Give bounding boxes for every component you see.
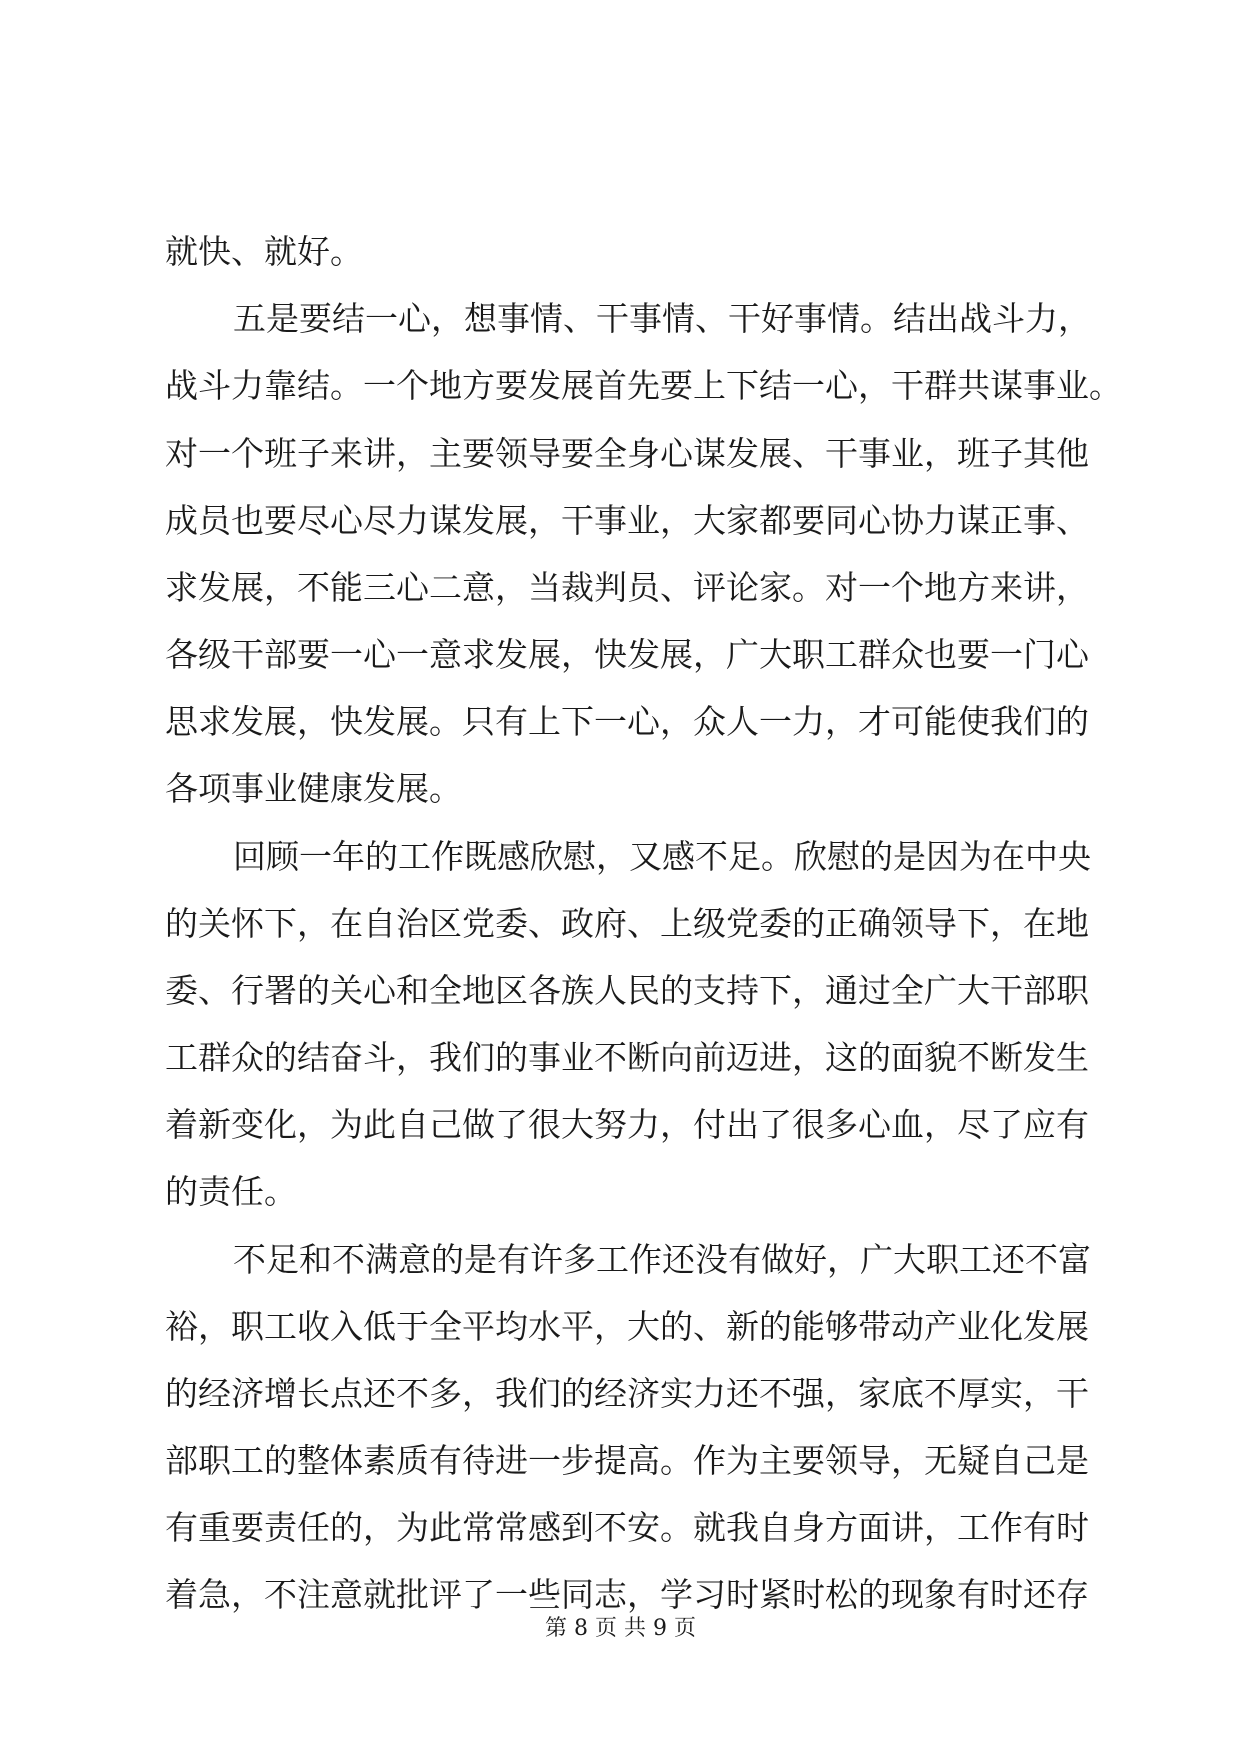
text-line: 着新变化，为此自己做了很大努力，付出了很多心血，尽了应有 bbox=[165, 1105, 1089, 1144]
text-line: 裕，职工收入低于全平均水平，大的、新的能够带动产业化发展 bbox=[165, 1307, 1089, 1346]
text-line: 不足和不满意的是有许多工作还没有做好，广大职工还不富 bbox=[233, 1240, 1091, 1279]
text-line: 有重要责任的，为此常常感到不安。就我自身方面讲，工作有时 bbox=[165, 1508, 1089, 1547]
text-line: 委、行署的关心和全地区各族人民的支持下，通过全广大干部职 bbox=[165, 971, 1089, 1010]
text-line: 成员也要尽心尽力谋发展，干事业，大家都要同心协力谋正事、 bbox=[165, 501, 1089, 540]
text-line: 工群众的结奋斗，我们的事业不断向前迈进，这的面貌不断发生 bbox=[165, 1038, 1089, 1077]
text-line: 各项事业健康发展。 bbox=[165, 769, 462, 808]
text-line: 回顾一年的工作既感欣慰，又感不足。欣慰的是因为在中央 bbox=[233, 837, 1091, 876]
text-line: 部职工的整体素质有待进一步提高。作为主要领导，无疑自己是 bbox=[165, 1441, 1089, 1480]
text-line: 着急，不注意就批评了一些同志，学习时紧时松的现象有时还存 bbox=[165, 1575, 1089, 1614]
text-line: 思求发展，快发展。只有上下一心，众人一力，才可能使我们的 bbox=[165, 702, 1089, 741]
text-line: 各级干部要一心一意求发展，快发展，广大职工群众也要一门心 bbox=[165, 635, 1089, 674]
text-line: 战斗力靠结。一个地方要发展首先要上下结一心，干群共谋事业。 bbox=[165, 366, 1122, 405]
text-line: 的经济增长点还不多，我们的经济实力还不强，家底不厚实，干 bbox=[165, 1374, 1089, 1413]
text-line: 就快、就好。 bbox=[165, 232, 363, 271]
text-line: 五是要结一心，想事情、干事情、干好事情。结出战斗力， bbox=[233, 299, 1091, 338]
text-line: 的关怀下，在自治区党委、政府、上级党委的正确领导下，在地 bbox=[165, 904, 1089, 943]
text-line: 对一个班子来讲，主要领导要全身心谋发展、干事业，班子其他 bbox=[165, 434, 1089, 473]
text-line: 的责任。 bbox=[165, 1172, 297, 1211]
text-line: 求发展，不能三心二意，当裁判员、评论家。对一个地方来讲， bbox=[165, 568, 1089, 607]
page-footer: 第 8 页 共 9 页 bbox=[545, 1616, 696, 1641]
